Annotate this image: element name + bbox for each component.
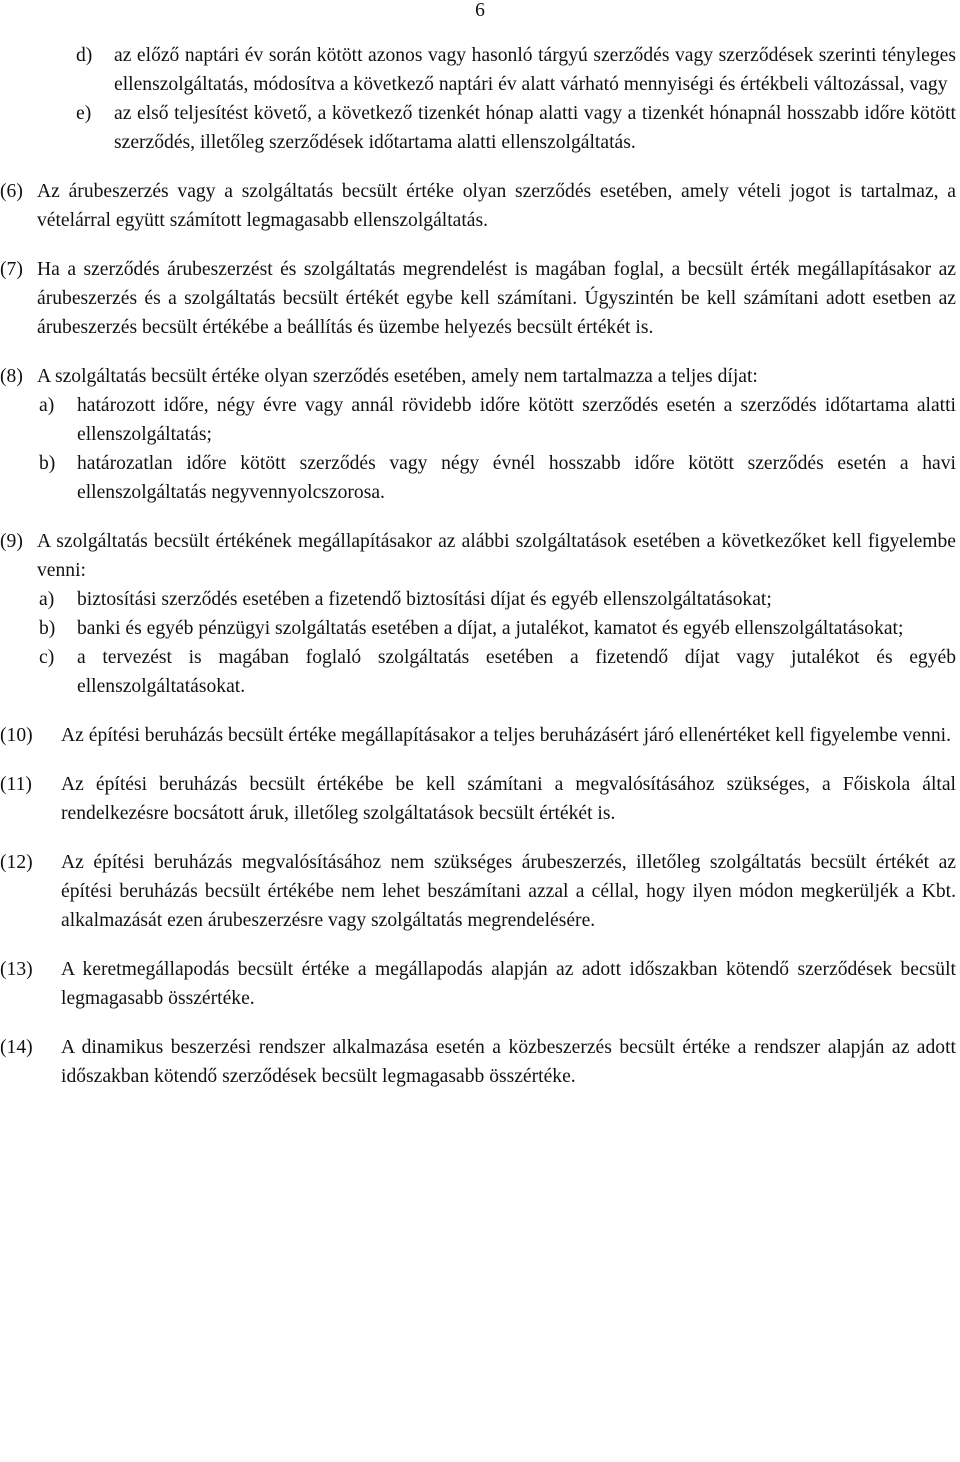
paragraph-text: Az árubeszerzés vagy a szolgáltatás becsült értéke olyan szerződés esetében, amely vételi jogot is tartalmaz, a vételárral együtt számított legmagasabb ellenszolgáltatás. (37, 181, 956, 231)
page-number: 6 (475, 0, 485, 21)
list-item (39, 614, 956, 643)
list-item-label: a) (39, 395, 55, 416)
paragraph-13 (0, 955, 956, 1013)
paragraph-text: A dinamikus beszerzési rendszer alkalmazása esetén a közbeszerzés becsült értéke a rendszer alapján az adott időszakban kötendő szerződések becsült legmagasabb összértéke. (61, 1037, 956, 1087)
paragraph-text: A keretmegállapodás becsült értéke a megállapodás alapján az adott időszakban kötendő szerződések becsült legmagasabb összértéke. (61, 959, 956, 1009)
list-item-label: b) (39, 618, 56, 639)
paragraph-10 (0, 721, 956, 750)
paragraph-number: (12) (0, 852, 33, 873)
list-item-label: a) (39, 589, 55, 610)
paragraph-number: (10) (0, 725, 33, 746)
list-item (39, 643, 956, 701)
list-item-label: b) (39, 453, 56, 474)
paragraph-number: (11) (0, 774, 32, 795)
paragraph-text: Az építési beruházás megvalósításához nem szükséges árubeszerzés, illetőleg szolgáltatás becsült értékét az építési beruházás becsült értékébe nem lehet beszámítani azzal a céllal, hogy ilyen módon megkerüljék a Kbt. alkalmazását ezen árubeszerzésre vagy szolgáltatás megrendelésére. (61, 852, 956, 931)
list-item (39, 391, 956, 449)
paragraph-14 (0, 1033, 956, 1091)
paragraph-number: (14) (0, 1037, 33, 1058)
paragraph-8 (0, 362, 956, 391)
paragraph-9 (0, 527, 956, 585)
list-item-text: határozatlan időre kötött szerződés vagy négy évnél hosszabb időre kötött szerződés esetén a havi ellenszolgáltatás negyvennyolcszorosa. (77, 453, 956, 503)
document-body (0, 41, 956, 1091)
paragraph-text: Az építési beruházás becsült értékébe be kell számítani a megvalósításához szükséges, a Főiskola által rendelkezésre bocsátott áruk, illetőleg szolgáltatások becsült értékét is. (61, 774, 956, 824)
paragraph-number: (7) (0, 259, 23, 280)
list-item-label: d) (76, 45, 93, 66)
list-item (39, 449, 956, 507)
list-item (39, 585, 956, 614)
list-item-text: határozott időre, négy évre vagy annál rövidebb időre kötött szerződés esetén a szerződés időtartama alatti ellenszolgáltatás; (77, 395, 956, 445)
list-item-text: banki és egyéb pénzügyi szolgáltatás esetében a díjat, a jutalékot, kamatot és egyéb ellenszolgáltatásokat; (77, 618, 904, 639)
paragraph-6 (0, 177, 956, 235)
paragraph-text: A szolgáltatás becsült értéke olyan szerződés esetében, amely nem tartalmazza a teljes díjat: (37, 366, 758, 387)
paragraph-11 (0, 770, 956, 828)
list-item-text: a tervezést is magában foglaló szolgáltatás esetében a fizetendő díjat vagy jutalékot és egyéb ellenszolgáltatásokat. (77, 647, 956, 697)
list-item (76, 41, 956, 99)
paragraph-12 (0, 848, 956, 935)
paragraph-number: (9) (0, 531, 23, 552)
paragraph-7 (0, 255, 956, 342)
paragraph-number: (13) (0, 959, 33, 980)
list-item-text: az előző naptári év során kötött azonos vagy hasonló tárgyú szerződés vagy szerződések szerinti tényleges ellenszolgáltatás, módosítva a következő naptári év alatt várható mennyiségi és értékbeli változással, vagy (114, 45, 956, 95)
paragraph-text: A szolgáltatás becsült értékének megállapításakor az alábbi szolgáltatások esetében a következőket kell figyelembe venni: (37, 531, 956, 581)
list-item-label: c) (39, 647, 55, 668)
list-item-text: az első teljesítést követő, a következő tizenkét hónap alatti vagy a tizenkét hónapnál hosszabb időre kötött szerződés, illetőleg szerződések időtartama alatti ellenszolgáltatás. (114, 103, 956, 153)
paragraph-text: Ha a szerződés árubeszerzést és szolgáltatás megrendelést is magában foglal, a becsült érték megállapításakor az árubeszerzés és a szolgáltatás becsült értékét egybe kell számítani. Úgyszintén be kell számítani adott esetben az árubeszerzés becsült értékébe a beállítás és üzembe helyezés becsült értékét is. (37, 259, 956, 338)
paragraph-number: (6) (0, 181, 23, 202)
paragraph-number: (8) (0, 366, 23, 387)
list-item-text: biztosítási szerződés esetében a fizetendő biztosítási díjat és egyéb ellenszolgáltatásokat; (77, 589, 772, 610)
list-item-label: e) (76, 103, 92, 124)
paragraph-text: Az építési beruházás becsült értéke megállapításakor a teljes beruházásért járó ellenértéket kell figyelembe venni. (61, 725, 952, 746)
list-item (76, 99, 956, 157)
